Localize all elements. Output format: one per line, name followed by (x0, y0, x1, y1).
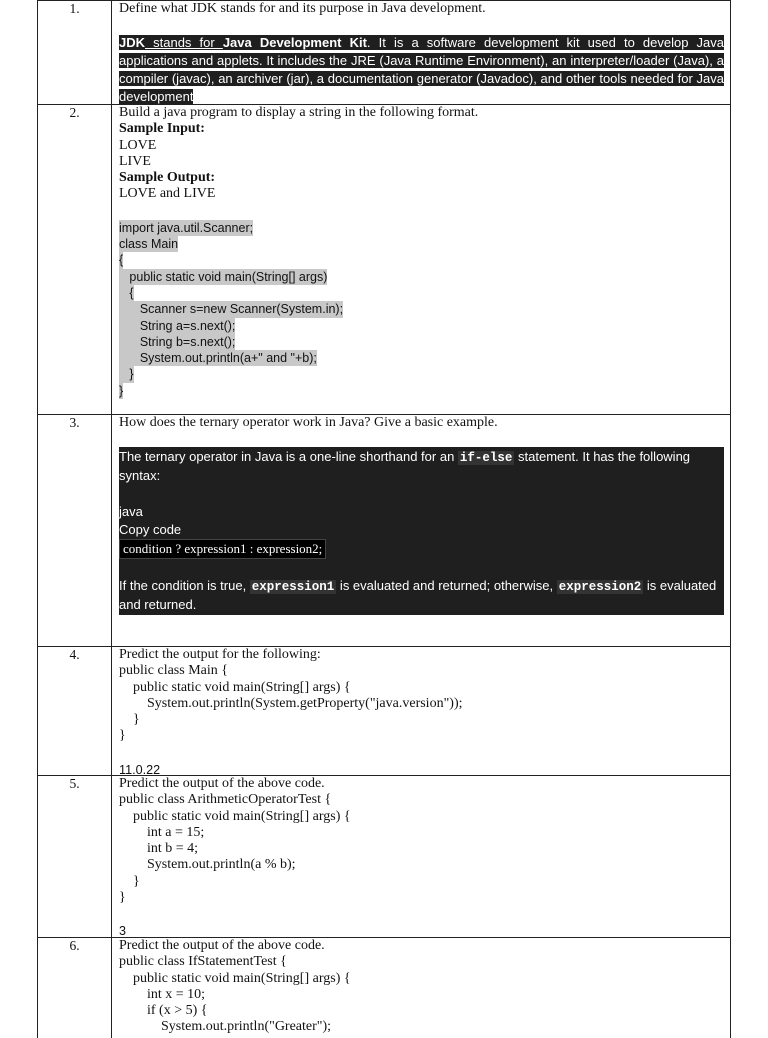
code-line: } (119, 712, 140, 728)
code-line: public static void main(String[] args) { (119, 970, 351, 986)
question-text: Define what JDK stands for and its purpose in Java development. (119, 1, 486, 16)
question-cell (119, 776, 724, 940)
question-row-5 (37, 776, 731, 938)
question-number: 2. (38, 105, 112, 414)
answer-intro (119, 448, 724, 485)
code-line: public class Main { (119, 663, 228, 679)
code-line: public static void main(String[] args) (119, 269, 328, 284)
answer-full-name: Java Development Kit (222, 35, 367, 51)
code-line: public static void main(String[] args) { (119, 679, 351, 695)
explanation-text: is evaluated and returned. (119, 578, 717, 613)
code-line: public class ArithmeticOperatorTest { (119, 792, 332, 808)
question-text: Build a java program to display a string in the following format. (119, 105, 479, 120)
sample-input-label: Sample Input: (119, 121, 205, 137)
code-line: class Main (119, 237, 179, 252)
question-text: Predict the output for the following: (119, 647, 321, 662)
question-text: How does the ternary operator work in Java? Give a basic example. (119, 415, 498, 430)
code-line: System.out.println(a+" and "+b); (119, 351, 317, 366)
sample-input-line: LOVE (119, 137, 157, 153)
question-cell (119, 105, 724, 399)
inline-code: expression1 (251, 580, 335, 595)
question-row-3 (37, 415, 731, 647)
output-answer: 11.0.22 (119, 762, 161, 777)
syntax-code: condition ? expression1 : expression2; (119, 539, 326, 559)
inline-code: expression2 (558, 580, 642, 595)
code-line: String a=s.next(); (119, 318, 236, 333)
question-row-6 (37, 938, 731, 1038)
answer-explanation (119, 577, 724, 614)
code-line: } (119, 890, 126, 906)
question-text: Predict the output of the above code. (119, 938, 325, 953)
explanation-text: If the condition is true, (119, 578, 250, 594)
answer-paragraph (119, 34, 724, 106)
question-number: 4. (38, 647, 112, 775)
question-text: Predict the output of the above code. (119, 776, 325, 791)
explanation-text: is evaluated and returned; otherwise, (336, 578, 557, 594)
code-line: Scanner s=new Scanner(System.in); (119, 302, 344, 317)
answer-term: JDK (119, 35, 146, 51)
code-line: } (119, 873, 140, 889)
answer-intro-text: statement. It has the following syntax: (119, 449, 691, 484)
sample-input-line: LIVE (119, 153, 151, 169)
question-cell (119, 647, 724, 778)
code-line: System.out.println(System.getProperty("java.version")); (119, 695, 463, 711)
code-line: import java.util.Scanner; (119, 220, 254, 235)
code-line: System.out.println("Greater"); (119, 1019, 332, 1035)
code-line: public class IfStatementTest { (119, 954, 287, 970)
question-cell (119, 938, 724, 1036)
code-block (119, 220, 724, 399)
question-number: 6. (38, 938, 112, 1038)
code-line: String b=s.next(); (119, 334, 236, 349)
code-line: public static void main(String[] args) { (119, 808, 351, 824)
output-answer: 3 (119, 924, 127, 939)
answer-intro-text: The ternary operator in Java is a one-line shorthand for an (119, 449, 458, 465)
code-line: } (119, 383, 124, 398)
question-cell (119, 1, 724, 106)
code-line: } (119, 728, 126, 744)
code-line: int a = 15; (119, 824, 205, 840)
sample-output: LOVE and LIVE (119, 186, 216, 202)
code-line: { (119, 285, 134, 300)
answer-block (119, 447, 724, 615)
question-row-1 (37, 0, 731, 105)
code-line: } (119, 367, 134, 382)
question-row-4 (37, 647, 731, 776)
question-cell (119, 415, 724, 615)
code-line: int b = 4; (119, 841, 199, 857)
question-row-2 (37, 105, 731, 415)
question-number: 3. (38, 415, 112, 646)
code-language-label: java (119, 504, 143, 520)
question-number: 5. (38, 776, 112, 937)
copy-code-button[interactable]: Copy code (119, 522, 182, 538)
code-line: { (119, 253, 124, 268)
code-line: int x = 10; (119, 986, 206, 1002)
sample-output-label: Sample Output: (119, 170, 216, 186)
inline-code: if-else (459, 451, 513, 466)
question-number: 1. (38, 1, 112, 104)
code-line: System.out.println(a % b); (119, 857, 296, 873)
answer-connector: stands for (145, 35, 223, 51)
code-line: if (x > 5) { (119, 1003, 208, 1019)
answer-body: . It is a software development kit used to develop Java applications and applets. It includes the JRE (Java Runtime Environment), an interpreter/loader (Java), a compiler (javac), an archiver (jar), a documentation generator (Javadoc), and other tools needed for Java development (119, 35, 725, 105)
